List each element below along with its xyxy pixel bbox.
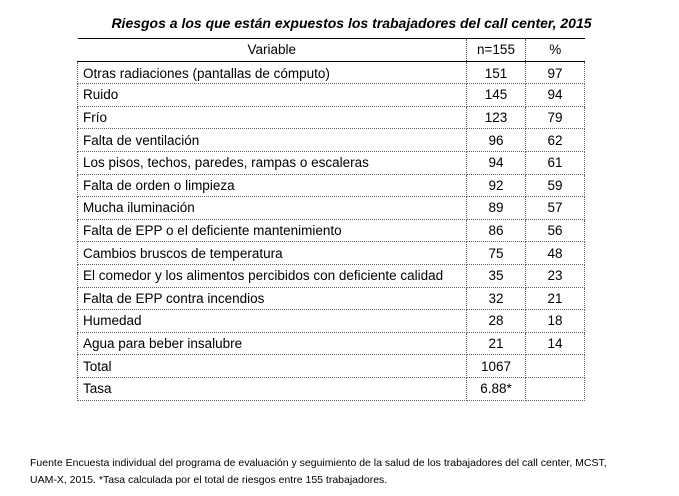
cell-variable: Agua para beber insalubre <box>78 332 467 355</box>
footnote <box>30 455 650 489</box>
table-row <box>78 151 585 174</box>
cell-n: 35 <box>467 264 526 287</box>
footnote-line-2: UAM-X, 2015. *Tasa calculada por el total de riesgos entre 155 trabajadores. <box>30 474 388 486</box>
table-header-row <box>78 39 585 62</box>
cell-n: 86 <box>467 219 526 242</box>
table-row <box>78 61 585 84</box>
table-row <box>78 219 585 242</box>
table-row <box>78 310 585 333</box>
table-title: Riesgos a los que están expuestos los trabajadores del call center, 2015 <box>111 15 592 31</box>
table-row <box>78 332 585 355</box>
cell-percent: 57 <box>526 197 585 220</box>
table-row <box>78 106 585 129</box>
cell-variable: Tasa <box>78 377 467 400</box>
table-row <box>78 197 585 220</box>
cell-n: 6.88* <box>467 377 526 400</box>
cell-percent <box>526 377 585 400</box>
cell-variable: Otras radiaciones (pantallas de cómputo) <box>78 61 467 84</box>
cell-percent: 23 <box>526 264 585 287</box>
cell-n: 94 <box>467 151 526 174</box>
cell-percent: 21 <box>526 287 585 310</box>
cell-variable: Falta de ventilación <box>78 129 467 152</box>
cell-variable: El comedor y los alimentos percibidos con deficiente calidad <box>78 264 467 287</box>
cell-n: 145 <box>467 84 526 107</box>
table-row <box>78 355 585 378</box>
cell-n: 32 <box>467 287 526 310</box>
cell-variable: Falta de orden o limpieza <box>78 174 467 197</box>
cell-n: 123 <box>467 106 526 129</box>
cell-n: 21 <box>467 332 526 355</box>
cell-variable: Total <box>78 355 467 378</box>
cell-n: 151 <box>467 61 526 84</box>
cell-variable: Falta de EPP contra incendios <box>78 287 467 310</box>
cell-variable: Mucha iluminación <box>78 197 467 220</box>
cell-percent <box>526 355 585 378</box>
table-row <box>78 84 585 107</box>
cell-percent: 48 <box>526 242 585 265</box>
cell-variable: Cambios bruscos de temperatura <box>78 242 467 265</box>
cell-percent: 97 <box>526 61 585 84</box>
cell-percent: 61 <box>526 151 585 174</box>
cell-n: 75 <box>467 242 526 265</box>
header-percent: % <box>526 39 585 62</box>
cell-percent: 62 <box>526 129 585 152</box>
cell-percent: 94 <box>526 84 585 107</box>
table-row <box>78 287 585 310</box>
table-row <box>78 129 585 152</box>
header-n: n=155 <box>467 39 526 62</box>
cell-variable: Ruido <box>78 84 467 107</box>
cell-n: 92 <box>467 174 526 197</box>
cell-n: 28 <box>467 310 526 333</box>
risks-table <box>77 38 585 401</box>
cell-variable: Frío <box>78 106 467 129</box>
cell-n: 89 <box>467 197 526 220</box>
table-row <box>78 264 585 287</box>
cell-percent: 18 <box>526 310 585 333</box>
table-row <box>78 174 585 197</box>
header-variable: Variable <box>78 39 467 62</box>
cell-percent: 59 <box>526 174 585 197</box>
cell-variable: Humedad <box>78 310 467 333</box>
cell-variable: Los pisos, techos, paredes, rampas o escaleras <box>78 151 467 174</box>
cell-percent: 14 <box>526 332 585 355</box>
cell-variable: Falta de EPP o el deficiente mantenimiento <box>78 219 467 242</box>
table-row <box>78 377 585 400</box>
cell-percent: 56 <box>526 219 585 242</box>
table-row <box>78 242 585 265</box>
footnote-line-1: Fuente Encuesta individual del programa de evaluación y seguimiento de la salud de los trabajadores del call center, MCST, <box>30 457 607 469</box>
cell-n: 1067 <box>467 355 526 378</box>
cell-percent: 79 <box>526 106 585 129</box>
cell-n: 96 <box>467 129 526 152</box>
